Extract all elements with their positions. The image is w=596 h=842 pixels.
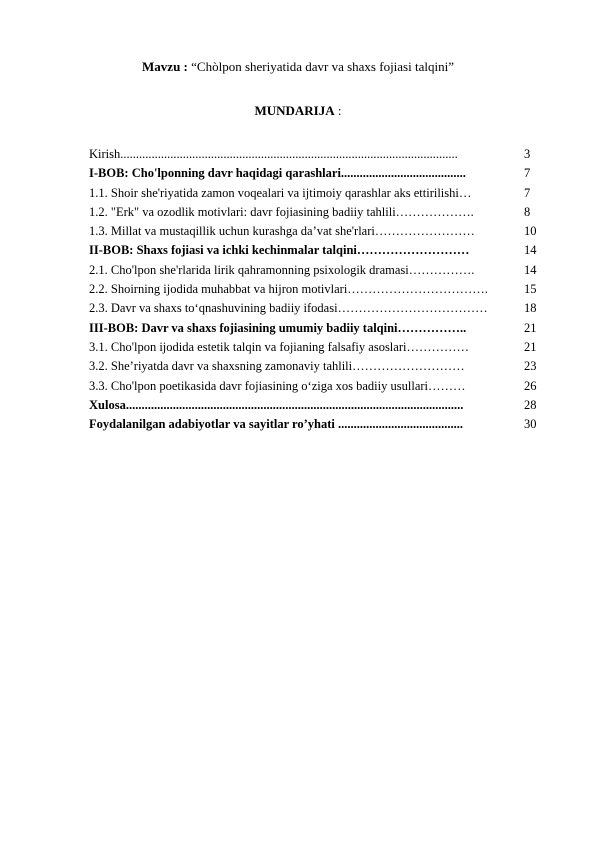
toc-entry: 2.1. Cho'lpon she'rlarida lirik qahramonning psixologik dramasi……………. xyxy=(89,262,475,277)
toc-page-number: 18 xyxy=(524,301,537,316)
toc-entry: 3.1. Cho'lpon ijodida estetik talqin va fojianing falsafiy asoslari…………… xyxy=(89,339,469,354)
contents-title: MUNDARIJA xyxy=(254,103,335,118)
toc-page-number: 15 xyxy=(524,282,537,297)
contents-suffix: : xyxy=(334,103,342,118)
toc-row xyxy=(89,164,545,183)
toc-row xyxy=(89,338,545,357)
topic-label: Mavzu : xyxy=(142,59,188,74)
toc-row xyxy=(89,261,545,280)
toc-entry: I-BOB: Cho'lponning davr haqidagi qarashlari........................................ xyxy=(89,166,466,181)
contents-heading xyxy=(0,103,596,119)
toc-entry: 1.3. Millat va mustaqillik uchun kurashga da’vat she'rlari…………………… xyxy=(89,224,475,239)
toc-page-number: 8 xyxy=(524,204,531,219)
toc-page-number: 3 xyxy=(524,147,531,161)
table-of-contents xyxy=(89,145,545,434)
toc-row xyxy=(89,184,545,203)
toc-entry: 2.2. Shoirning ijodida muhabbat va hijron motivlari……………………………. xyxy=(89,282,488,297)
toc-row xyxy=(89,396,545,415)
toc-row xyxy=(89,377,545,396)
toc-entry: 1.1. Shoir she'riyatida zamon voqealari va ijtimoiy qarashlar aks ettirilishi… xyxy=(89,185,472,200)
topic-title: “Chòlpon sheriyatida davr va shaxs fojiasi talqini” xyxy=(191,59,454,74)
toc-entry: 2.3. Davr va shaxs to‘qnashuvining badiiy ifodasi……………………………… xyxy=(89,301,488,316)
toc-entry: 3.3. Cho'lpon poetikasida davr fojiasining o‘ziga xos badiiy usullari……… xyxy=(89,378,466,393)
toc-row xyxy=(89,319,545,338)
toc-page-number: 28 xyxy=(524,397,537,412)
toc-page-number: 14 xyxy=(524,243,537,258)
toc-page-number: 23 xyxy=(524,359,537,374)
toc-entry: III-BOB: Davr va shaxs fojiasining umumiy badiiy talqini…………….. xyxy=(89,320,467,335)
toc-entry: 1.2. "Erk" va ozodlik motivlari: davr fojiasining badiiy tahlili………………. xyxy=(89,204,474,219)
toc-row xyxy=(89,357,545,376)
topic-line xyxy=(0,59,596,75)
toc-row xyxy=(89,222,545,241)
toc-row xyxy=(89,415,545,434)
toc-page-number: 21 xyxy=(524,339,537,354)
toc-page-number: 26 xyxy=(524,378,537,393)
toc-page-number: 10 xyxy=(524,224,537,239)
toc-row xyxy=(89,145,545,164)
toc-entry: Foydalanilgan adabiyotlar va sayitlar ro’yhati ........................................ xyxy=(89,417,463,432)
toc-row xyxy=(89,280,545,299)
toc-entry: Kirish............................................................................................................ xyxy=(89,147,458,161)
toc-page-number: 7 xyxy=(524,185,531,200)
toc-entry: II-BOB: Shaxs fojiasi va ichki kechinmalar talqini……………………… xyxy=(89,243,470,258)
toc-row xyxy=(89,241,545,260)
toc-row xyxy=(89,203,545,222)
toc-page-number: 14 xyxy=(524,262,537,277)
toc-row xyxy=(89,299,545,318)
toc-entry: Xulosa............................................................................................................ xyxy=(89,397,464,412)
toc-page-number: 30 xyxy=(524,417,537,432)
toc-page-number: 21 xyxy=(524,320,537,335)
toc-entry: 3.2. She’riyatda davr va shaxsning zamonaviy tahlili……………………… xyxy=(89,359,465,374)
toc-page-number: 7 xyxy=(524,166,531,181)
